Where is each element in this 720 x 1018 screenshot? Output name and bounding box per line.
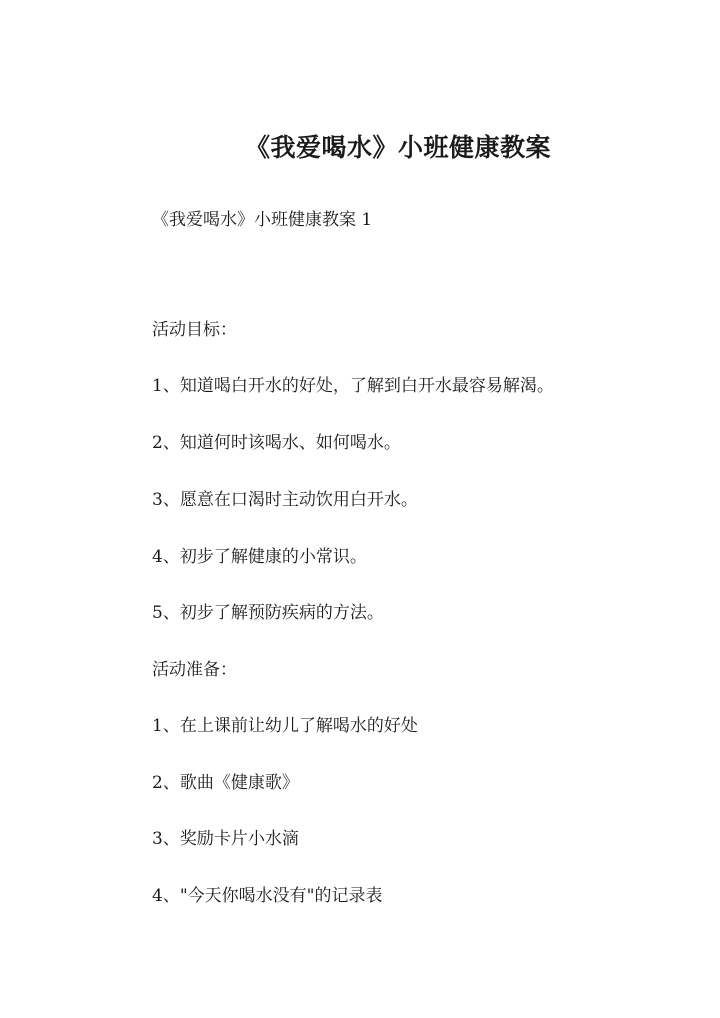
document-title: 《我爱喝水》小班健康教案 bbox=[244, 133, 551, 162]
goal-item-3: 3、愿意在口渴时主动饮用白开水。 bbox=[152, 490, 418, 510]
document-subtitle: 《我爱喝水》小班健康教案 1 bbox=[152, 210, 373, 230]
goal-item-1: 1、知道喝白开水的好处，了解到白开水最容易解渴。 bbox=[152, 376, 554, 396]
prep-item-1: 1、在上课前让幼儿了解喝水的好处 bbox=[152, 716, 418, 736]
prep-item-4: 4、"今天你喝水没有"的记录表 bbox=[152, 886, 383, 906]
goal-item-4: 4、初步了解健康的小常识。 bbox=[152, 547, 367, 567]
goals-heading: 活动目标： bbox=[152, 320, 237, 340]
prep-item-3: 3、奖励卡片小水滴 bbox=[152, 829, 299, 849]
prep-item-2: 2、歌曲《健康歌》 bbox=[152, 773, 299, 793]
prep-heading: 活动准备： bbox=[152, 660, 237, 680]
goal-item-5: 5、初步了解预防疾病的方法。 bbox=[152, 603, 384, 623]
goal-item-2: 2、知道何时该喝水、如何喝水。 bbox=[152, 433, 401, 453]
